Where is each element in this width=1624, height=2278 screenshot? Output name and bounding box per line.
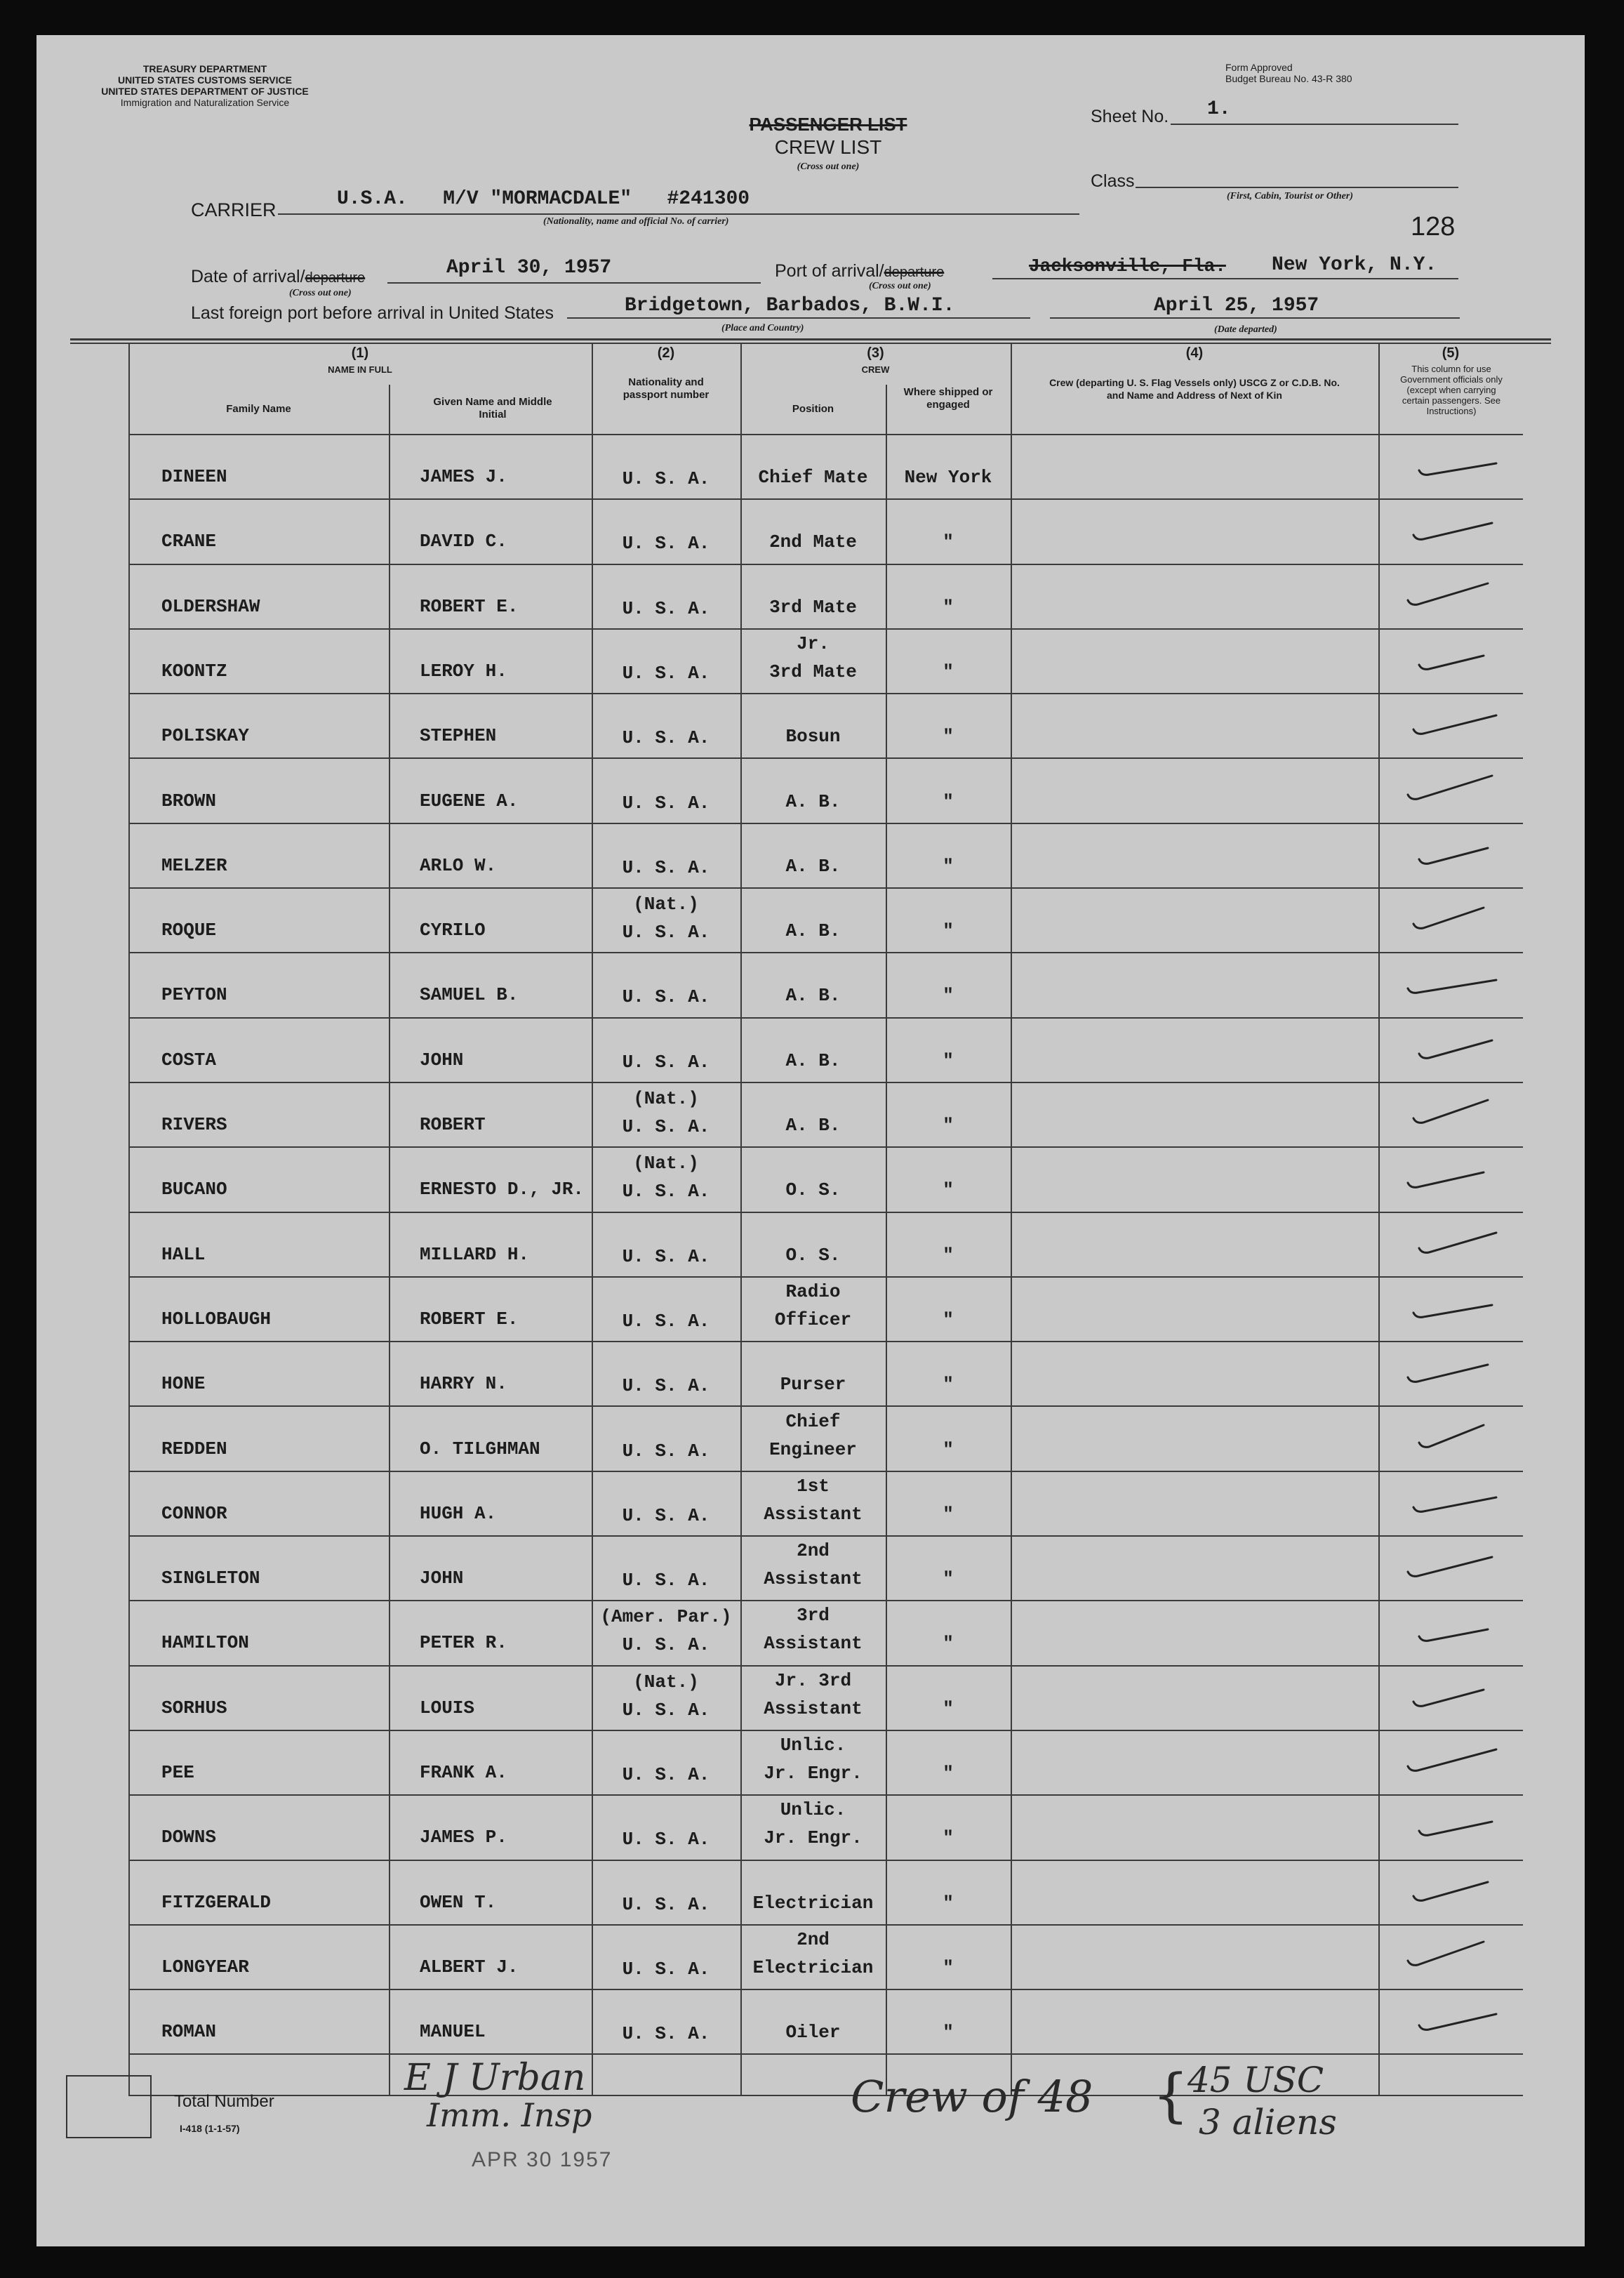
given-name-cell: CYRILO	[420, 920, 486, 941]
position-note-cell: Unlic.	[780, 1735, 846, 1756]
family-name-cell: BROWN	[161, 790, 217, 812]
position-cell: Assistant	[764, 1503, 863, 1525]
nationality-cell: U. S. A.	[622, 1634, 710, 1656]
nationality-note-cell: (Nat.)	[633, 1671, 699, 1693]
table-row	[36, 760, 1585, 824]
check-mark-icon	[1391, 963, 1517, 1005]
col5-title: This column for use Government officials only (except when carrying certain passengers. See Instructions)	[1400, 364, 1503, 416]
nationality-cell: U. S. A.	[622, 922, 710, 943]
nationality-cell: U. S. A.	[622, 1570, 710, 1591]
where-shipped-cell: New York	[904, 467, 992, 488]
position-note-cell: Radio	[785, 1280, 841, 1302]
crew-table	[36, 338, 1585, 2107]
table-row	[36, 889, 1585, 953]
nationality-note-cell: (Nat.)	[633, 1088, 699, 1109]
position-cell: Officer	[774, 1309, 852, 1330]
table-row	[36, 1408, 1585, 1472]
family-name-cell: CONNOR	[161, 1502, 227, 1524]
given-name-cell: EUGENE A.	[420, 790, 519, 812]
family-name-cell: CRANE	[161, 531, 217, 552]
date-departed-value: April 25, 1957	[1154, 295, 1319, 317]
check-mark-icon	[1391, 1482, 1517, 1524]
family-name-cell: BUCANO	[161, 1179, 227, 1200]
total-number-label: Total Number	[174, 2092, 274, 2111]
family-name-cell: KOONTZ	[161, 660, 227, 682]
position-cell: Oiler	[785, 2022, 841, 2044]
col3-number: (3)	[867, 345, 884, 361]
table-row	[36, 1601, 1585, 1666]
table-row	[36, 1472, 1585, 1537]
table-row	[36, 1342, 1585, 1407]
family-name-cell: RIVERS	[161, 1114, 227, 1135]
given-name-cell: LEROY H.	[420, 660, 507, 682]
last-port-value: Bridgetown, Barbados, B.W.I.	[625, 295, 955, 317]
total-number-box	[66, 2075, 152, 2138]
given-name-cell: SAMUEL B.	[420, 984, 519, 1006]
port-departure-struck: departure	[884, 265, 945, 280]
crew-list-title: CREW LIST	[774, 136, 882, 158]
nationality-cell: U. S. A.	[622, 1958, 710, 1980]
given-name-cell: LOUIS	[420, 1697, 475, 1719]
given-name-cell: JOHN	[420, 1568, 464, 1589]
check-mark-icon	[1391, 1352, 1517, 1394]
table-top-rule	[70, 338, 1551, 340]
nationality-cell: U. S. A.	[622, 1116, 710, 1137]
date-departed-hint: (Date departed)	[1214, 324, 1277, 335]
check-mark-icon	[1391, 445, 1517, 487]
nationality-cell: U. S. A.	[622, 1699, 710, 1721]
date-arrival-text: Date of arrival/	[191, 267, 305, 286]
family-name-cell: ROQUE	[161, 920, 217, 941]
nationality-cell: U. S. A.	[622, 856, 710, 878]
date-cross-hint: (Cross out one)	[289, 288, 352, 298]
nationality-cell: U. S. A.	[622, 533, 710, 555]
col4-title: Crew (departing U. S. Flag Vessels only) USCG Z or C.D.B. No. and Name and Address of Next of Kin	[1049, 377, 1340, 401]
where-shipped-cell: "	[943, 1892, 954, 1914]
check-mark-icon	[1391, 1547, 1517, 1589]
check-mark-icon	[1391, 510, 1517, 552]
family-name-cell: SORHUS	[161, 1697, 227, 1719]
table-row	[36, 1278, 1585, 1342]
table-row	[36, 435, 1585, 500]
table-row	[36, 953, 1585, 1018]
carrier-value: U.S.A. M/V "MORMACDALE" #241300	[337, 188, 750, 210]
table-row	[36, 1083, 1585, 1148]
last-port-label: Last foreign port before arrival in United States	[191, 303, 554, 323]
position-cell: Bosun	[785, 726, 841, 748]
position-cell: Electrician	[752, 1956, 874, 1978]
family-name-cell: HAMILTON	[161, 1632, 249, 1654]
where-shipped-cell: "	[943, 726, 954, 748]
where-shipped-cell: "	[943, 1633, 954, 1655]
usc-note: 45 USC	[1187, 2060, 1324, 2100]
nationality-cell: U. S. A.	[622, 792, 710, 814]
date-departed-underline	[1050, 317, 1460, 319]
date-arrival-label	[191, 267, 365, 287]
where-shipped-cell: "	[943, 2022, 954, 2044]
position-cell: A. B.	[785, 790, 841, 812]
given-name-cell: ERNESTO D., JR.	[420, 1179, 585, 1200]
position-cell: A. B.	[785, 920, 841, 942]
table-row	[36, 1796, 1585, 1860]
sheet-number: 1.	[1207, 98, 1231, 120]
col4-number: (4)	[1185, 345, 1204, 361]
family-name-cell: LONGYEAR	[161, 1956, 249, 1978]
family-name-cell: HONE	[161, 1373, 206, 1395]
nationality-cell: U. S. A.	[622, 597, 710, 619]
given-name-cell: JAMES P.	[420, 1827, 507, 1848]
form-number: I-418 (1-1-57)	[180, 2123, 240, 2134]
position-cell: A. B.	[785, 985, 841, 1007]
last-port-underline	[567, 317, 1030, 319]
family-name-cell: MELZER	[161, 854, 227, 876]
where-shipped-cell: "	[943, 1179, 954, 1201]
given-name-cell: FRANK A.	[420, 1762, 507, 1783]
table-row	[36, 565, 1585, 630]
date-underline	[387, 282, 761, 284]
check-mark-icon	[1391, 1935, 1517, 1978]
given-name-cell: JOHN	[420, 1049, 464, 1071]
col2-number: (2)	[657, 345, 675, 361]
brace-mark: {	[1152, 2062, 1190, 2129]
nationality-note-cell: (Amer. Par.)	[600, 1606, 732, 1628]
inspector-signature: E J Urban	[404, 2057, 586, 2099]
form-approved-line: Form Approved	[1225, 62, 1293, 73]
nationality-cell: U. S. A.	[622, 727, 710, 749]
nationality-cell: U. S. A.	[622, 1051, 710, 1073]
position-cell: Assistant	[764, 1697, 863, 1719]
given-name-cell: DAVID C.	[420, 531, 507, 552]
check-mark-icon	[1391, 1741, 1517, 1783]
col2-title: Nationality and passport number	[623, 376, 710, 401]
given-name-cell: ROBERT E.	[420, 1308, 519, 1330]
table-row	[36, 1537, 1585, 1601]
check-mark-icon	[1391, 1676, 1517, 1719]
family-name-cell: OLDERSHAW	[161, 595, 260, 617]
position-cell: 2nd Mate	[769, 531, 857, 553]
carrier-hint: (Nationality, name and official No. of carrier)	[543, 216, 729, 227]
date-arrival-value: April 30, 1957	[446, 257, 612, 279]
family-name-cell: HALL	[161, 1243, 206, 1265]
port-cross-hint: (Cross out one)	[869, 281, 931, 291]
where-shipped-cell: "	[943, 790, 954, 812]
col3-title: CREW	[861, 364, 890, 375]
nationality-cell: U. S. A.	[622, 1504, 710, 1526]
table-row	[36, 694, 1585, 759]
given-name-cell: OWEN T.	[420, 1891, 497, 1913]
agency-header	[36, 63, 373, 108]
check-mark-icon	[1391, 1611, 1517, 1653]
table-row	[36, 1731, 1585, 1796]
family-name-cell: SINGLETON	[161, 1568, 260, 1589]
port-arrival-value: New York, N.Y.	[1272, 254, 1437, 276]
given-name-cell: O. TILGHMAN	[420, 1438, 540, 1459]
col1-number: (1)	[351, 345, 369, 361]
position-note-cell: 2nd	[797, 1540, 830, 1562]
position-note-cell: 2nd	[797, 1928, 830, 1950]
given-name-cell: JAMES J.	[420, 466, 507, 487]
check-mark-icon	[1391, 1223, 1517, 1265]
table-row	[36, 500, 1585, 564]
nationality-cell: U. S. A.	[622, 1245, 710, 1267]
position-cell: Chief Mate	[758, 467, 868, 488]
class-label: Class	[1091, 171, 1135, 191]
where-shipped-cell: "	[943, 1374, 954, 1396]
where-shipped-cell: "	[943, 1697, 954, 1719]
family-name-header: Family Name	[226, 403, 291, 415]
table-row	[36, 1926, 1585, 1990]
nationality-cell: U. S. A.	[622, 2023, 710, 2045]
table-row	[36, 1148, 1585, 1212]
given-name-cell: MILLARD H.	[420, 1243, 530, 1265]
given-name-header: Given Name and Middle Initial	[433, 396, 552, 420]
given-name-cell: ROBERT E.	[420, 595, 519, 617]
position-cell: Purser	[780, 1374, 846, 1396]
family-name-cell: COSTA	[161, 1049, 217, 1071]
position-cell: A. B.	[785, 1115, 841, 1136]
given-name-cell: ROBERT	[420, 1114, 486, 1135]
family-name-cell: ROMAN	[161, 2021, 217, 2043]
position-note-cell: Unlic.	[780, 1799, 846, 1821]
given-name-cell: HUGH A.	[420, 1502, 497, 1524]
position-note-cell: 3rd	[797, 1605, 830, 1627]
family-name-cell: POLISKAY	[161, 725, 249, 747]
aliens-note: 3 aliens	[1199, 2102, 1337, 2143]
where-shipped-cell: "	[943, 1115, 954, 1136]
where-shipped-cell: "	[943, 661, 954, 682]
position-cell: Jr. Engr.	[764, 1827, 863, 1849]
passenger-list-struck: PASSENGER LIST	[749, 114, 907, 135]
check-mark-icon	[1391, 899, 1517, 941]
carrier-label: CARRIER	[191, 199, 277, 220]
table-row	[36, 1213, 1585, 1278]
where-shipped-cell: "	[943, 1956, 954, 1978]
col5-number: (5)	[1442, 345, 1460, 361]
agency-line: Immigration and Naturalization Service	[120, 97, 290, 108]
nationality-cell: U. S. A.	[622, 468, 710, 489]
port-struck-value: Jacksonville, Fla.	[1029, 256, 1226, 277]
position-note-cell: Chief	[785, 1410, 841, 1432]
nationality-cell: U. S. A.	[622, 662, 710, 684]
position-note-cell: Jr.	[797, 633, 830, 654]
nationality-note-cell: (Nat.)	[633, 894, 699, 915]
check-mark-icon	[1391, 769, 1517, 812]
position-cell: O. S.	[785, 1179, 841, 1201]
nationality-cell: U. S. A.	[622, 1764, 710, 1785]
check-mark-icon	[1391, 1158, 1517, 1200]
position-note-cell: Jr. 3rd	[774, 1669, 852, 1691]
where-shipped-header: Where shipped or engaged	[903, 386, 993, 411]
given-name-cell: MANUEL	[420, 2021, 486, 2043]
check-mark-icon	[1391, 704, 1517, 746]
check-mark-icon	[1391, 1417, 1517, 1459]
check-mark-icon	[1391, 2000, 1517, 2042]
given-name-cell: PETER R.	[420, 1632, 507, 1654]
position-cell: Assistant	[764, 1633, 863, 1655]
where-shipped-cell: "	[943, 1763, 954, 1784]
form-approved	[1225, 62, 1352, 84]
nationality-cell: U. S. A.	[622, 1375, 710, 1397]
family-name-cell: REDDEN	[161, 1438, 227, 1459]
nationality-cell: U. S. A.	[622, 986, 710, 1008]
carrier-underline	[278, 213, 1079, 215]
table-row	[36, 824, 1585, 889]
nationality-note-cell: (Nat.)	[633, 1153, 699, 1174]
where-shipped-cell: "	[943, 1503, 954, 1525]
nationality-cell: U. S. A.	[622, 1440, 710, 1462]
where-shipped-cell: "	[943, 1244, 954, 1266]
nationality-cell: U. S. A.	[622, 1893, 710, 1915]
given-name-cell: ALBERT J.	[420, 1956, 519, 1978]
table-row	[36, 630, 1585, 694]
where-shipped-cell: "	[943, 1438, 954, 1460]
position-cell: A. B.	[785, 855, 841, 877]
port-underline	[992, 278, 1458, 279]
position-cell: Jr. Engr.	[764, 1763, 863, 1784]
where-shipped-cell: "	[943, 1568, 954, 1590]
position-note-cell: 1st	[797, 1475, 830, 1497]
where-shipped-cell: "	[943, 596, 954, 618]
table-row	[36, 1019, 1585, 1083]
port-arrival-text: Port of arrival/	[775, 261, 884, 281]
nationality-cell: U. S. A.	[622, 1181, 710, 1203]
position-cell: Assistant	[764, 1568, 863, 1590]
sheet-underline	[1171, 124, 1458, 125]
nationality-cell: U. S. A.	[622, 1829, 710, 1850]
class-hint: (First, Cabin, Tourist or Other)	[1227, 191, 1353, 201]
where-shipped-cell: "	[943, 1827, 954, 1849]
col1-title: NAME IN FULL	[328, 364, 392, 375]
table-top-rule-2	[70, 343, 1551, 344]
where-shipped-cell: "	[943, 855, 954, 877]
sheet-label: Sheet No.	[1091, 107, 1169, 126]
port-arrival-label	[775, 261, 944, 282]
check-mark-icon	[1391, 834, 1517, 876]
position-header: Position	[792, 403, 834, 415]
family-name-cell: DOWNS	[161, 1827, 217, 1848]
family-name-cell: FITZGERALD	[161, 1891, 272, 1913]
where-shipped-cell: "	[943, 1309, 954, 1330]
given-name-cell: HARRY N.	[420, 1373, 507, 1395]
where-shipped-cell: "	[943, 531, 954, 553]
given-name-cell: STEPHEN	[420, 725, 497, 747]
date-stamp: APR 30 1957	[472, 2148, 613, 2171]
table-row	[36, 1667, 1585, 1731]
inspector-title: Imm. Insp	[427, 2096, 592, 2134]
nationality-cell: U. S. A.	[622, 1310, 710, 1332]
row-rule	[130, 2053, 1523, 2055]
position-cell: O. S.	[785, 1244, 841, 1266]
where-shipped-cell: "	[943, 920, 954, 942]
cross-out-hint: (Cross out one)	[797, 161, 860, 172]
family-name-cell: PEE	[161, 1762, 194, 1783]
last-port-hint: (Place and Country)	[721, 323, 804, 333]
agency-line: UNITED STATES DEPARTMENT OF JUSTICE	[101, 86, 309, 97]
page-number: 128	[1411, 212, 1456, 241]
position-cell: A. B.	[785, 1049, 841, 1071]
class-underline	[1136, 187, 1458, 188]
table-row	[36, 1861, 1585, 1926]
crew-list-form	[36, 35, 1585, 2246]
position-cell: 3rd Mate	[769, 596, 857, 618]
position-cell: Engineer	[769, 1438, 857, 1460]
agency-line: TREASURY DEPARTMENT	[142, 63, 267, 74]
table-row	[36, 1990, 1585, 2055]
where-shipped-cell: "	[943, 1049, 954, 1071]
check-mark-icon	[1391, 1806, 1517, 1848]
family-name-cell: DINEEN	[161, 466, 227, 487]
form-approved-line: Budget Bureau No. 43-R 380	[1225, 73, 1352, 84]
given-name-cell: ARLO W.	[420, 854, 497, 876]
check-mark-icon	[1391, 1028, 1517, 1071]
position-cell: Electrician	[752, 1892, 874, 1914]
crew-total-note: Crew of 48	[851, 2071, 1093, 2122]
check-mark-icon	[1391, 575, 1517, 617]
where-shipped-cell: "	[943, 985, 954, 1007]
family-name-cell: HOLLOBAUGH	[161, 1308, 272, 1330]
check-mark-icon	[1391, 640, 1517, 682]
check-mark-icon	[1391, 1287, 1517, 1330]
position-cell: 3rd Mate	[769, 661, 857, 682]
agency-line: UNITED STATES CUSTOMS SERVICE	[118, 74, 292, 86]
check-mark-icon	[1391, 1093, 1517, 1135]
check-mark-icon	[1391, 1871, 1517, 1913]
date-departure-struck: departure	[305, 270, 366, 286]
family-name-cell: PEYTON	[161, 984, 227, 1006]
crew-rows	[36, 435, 1585, 2095]
